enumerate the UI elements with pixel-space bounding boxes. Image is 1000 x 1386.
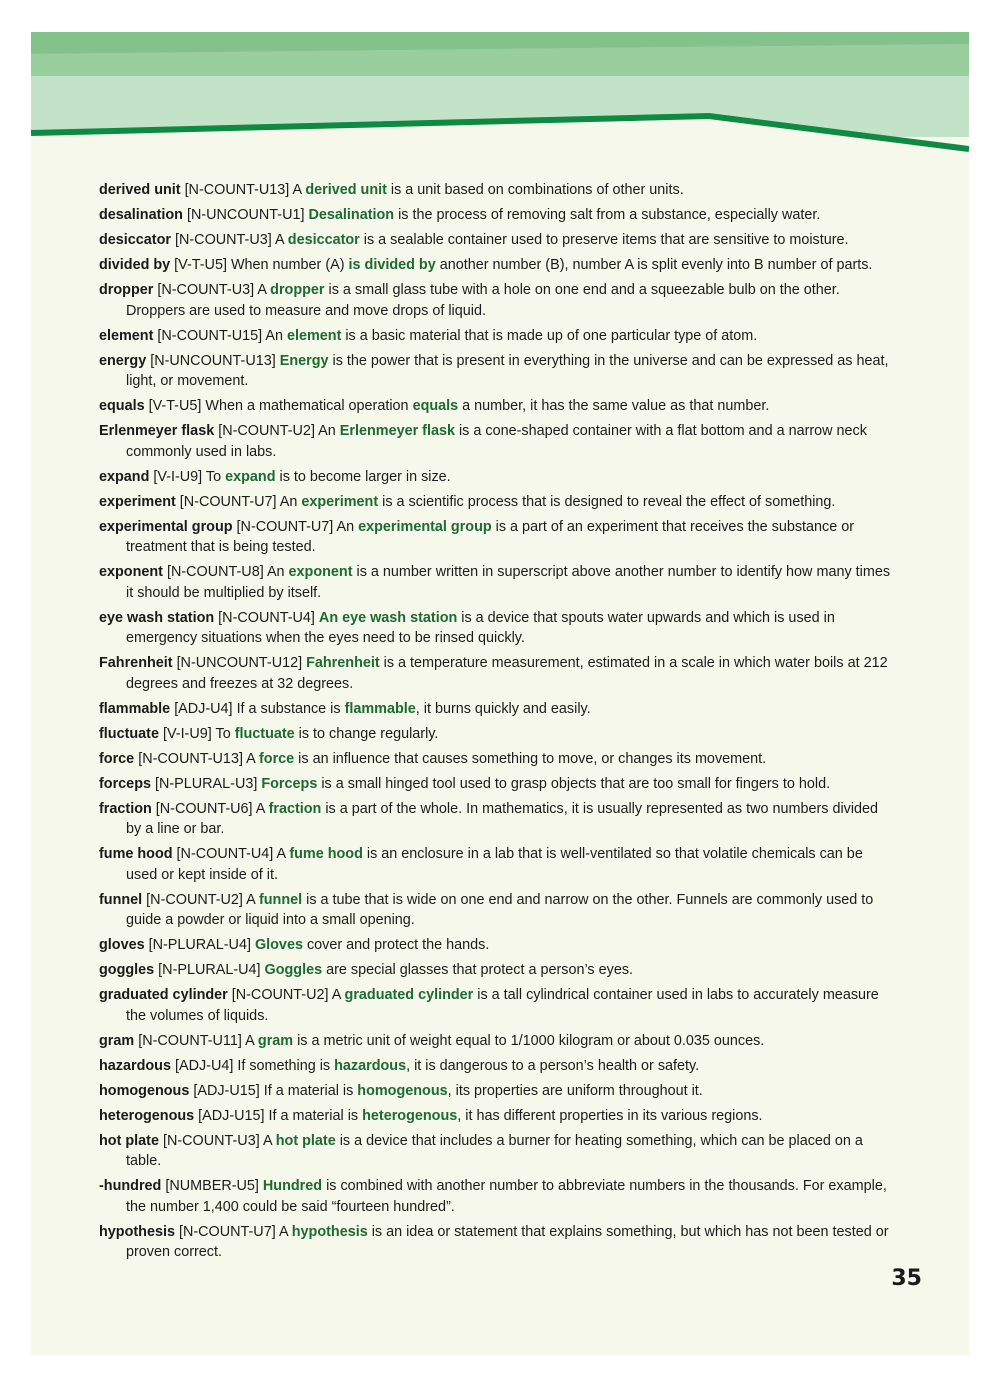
- entry-pre: A: [276, 846, 290, 862]
- entry-definition: is a device that spouts water upwards and which is used in emergency situations when the eyes need to be rinsed quickly.: [126, 609, 835, 646]
- entry-highlight: fluctuate: [234, 725, 295, 742]
- glossary-list: [99, 180, 894, 1267]
- entry-tag: [N-COUNT-U2]: [231, 987, 329, 1003]
- entry-tag: [N-PLURAL-U4]: [148, 937, 251, 953]
- entry-term: hot plate: [99, 1132, 159, 1149]
- entry-highlight: Erlenmeyer flask: [339, 423, 455, 439]
- glossary-entry: [99, 799, 894, 840]
- entry-tag: [N-COUNT-U15]: [157, 327, 263, 344]
- entry-definition: is to become larger in size.: [275, 468, 451, 485]
- entry-tag: [N-COUNT-U13]: [138, 750, 243, 767]
- entry-term: flammable: [99, 700, 171, 717]
- entry-tag: [N-UNCOUNT-U13]: [150, 352, 276, 369]
- glossary-entry: [99, 724, 894, 745]
- entry-pre: When number (A): [230, 257, 349, 273]
- glossary-entry: [99, 1176, 894, 1217]
- entry-term: gram: [99, 1032, 135, 1049]
- entry-highlight: fume hood: [289, 846, 363, 862]
- entry-tag: [ADJ-U15]: [193, 1082, 260, 1099]
- entry-highlight: experiment: [301, 493, 379, 510]
- glossary-entry: [99, 774, 894, 795]
- entry-highlight: funnel: [258, 891, 303, 908]
- entry-term: forceps: [99, 775, 151, 792]
- entry-tag: [V-T-U5]: [174, 257, 227, 273]
- entry-term: energy: [99, 352, 147, 369]
- entry-highlight: Goggles: [264, 962, 323, 978]
- entry-tag: [N-UNCOUNT-U1]: [186, 207, 305, 223]
- entry-highlight: flammable: [344, 700, 416, 717]
- entry-highlight: force: [258, 750, 295, 767]
- entry-highlight: equals: [412, 398, 459, 414]
- entry-term: equals: [99, 398, 145, 414]
- glossary-entry: [99, 467, 894, 488]
- glossary-entry: [99, 1081, 894, 1102]
- glossary-entry: [99, 255, 894, 276]
- entry-term: hypothesis: [99, 1223, 175, 1240]
- entry-pre: A: [255, 800, 269, 817]
- entry-term: dropper: [99, 282, 154, 298]
- page-number: 35: [891, 1266, 922, 1291]
- entry-term: derived unit: [99, 182, 181, 198]
- entry-highlight: An eye wash station: [318, 609, 458, 626]
- entry-tag: [N-COUNT-U8]: [166, 564, 264, 580]
- glossary-entry: [99, 1222, 894, 1263]
- entry-term: experimental group: [99, 518, 233, 535]
- entry-tag: [N-COUNT-U7]: [179, 493, 277, 510]
- entry-term: goggles: [99, 962, 155, 978]
- glossary-entry: [99, 517, 894, 558]
- glossary-entry: [99, 1031, 894, 1052]
- entry-pre: When a mathematical operation: [205, 398, 413, 414]
- entry-definition: is combined with another number to abbreviate numbers in the thousands. For example, the number 1,400 could be said “fourteen hundred”.: [126, 1178, 887, 1215]
- glossary-entry: [99, 749, 894, 770]
- entry-pre: An: [266, 564, 289, 580]
- entry-tag: [V-T-U5]: [148, 398, 202, 414]
- glossary-entry: [99, 205, 894, 226]
- entry-pre: If a material is: [268, 1107, 363, 1124]
- entry-tag: [N-COUNT-U6]: [155, 800, 253, 817]
- entry-pre: An: [265, 327, 287, 344]
- entry-highlight: gram: [257, 1032, 294, 1049]
- entry-highlight: Energy: [279, 352, 329, 369]
- entry-definition: is a sealable container used to preserve items that are sensitive to moisture.: [359, 232, 849, 248]
- entry-pre: A: [245, 1032, 258, 1049]
- entry-highlight: Gloves: [254, 937, 303, 953]
- entry-tag: [N-COUNT-U2]: [218, 423, 315, 439]
- entry-term: expand: [99, 468, 150, 485]
- glossary-entry: [99, 396, 894, 417]
- entry-tag: [N-PLURAL-U3]: [154, 775, 258, 792]
- entry-pre: If a material is: [263, 1082, 358, 1099]
- entry-tag: [ADJ-U4]: [174, 1057, 234, 1074]
- entry-pre: An: [318, 423, 340, 439]
- entry-definition: is the process of removing salt from a substance, especially water.: [394, 207, 821, 223]
- entry-definition: , its properties are uniform throughout it.: [447, 1082, 703, 1099]
- glossary-entry: [99, 699, 894, 720]
- glossary-entry: [99, 492, 894, 513]
- entry-term: heterogenous: [99, 1107, 195, 1124]
- entry-highlight: Desalination: [308, 207, 395, 223]
- entry-highlight: Forceps: [261, 775, 318, 792]
- header-banner: [31, 32, 969, 157]
- entry-tag: [NUMBER-U5]: [165, 1178, 259, 1194]
- entry-definition: cover and protect the hands.: [302, 937, 490, 953]
- entry-highlight: element: [286, 327, 342, 344]
- entry-highlight: heterogenous: [362, 1107, 458, 1124]
- entry-pre: A: [292, 182, 306, 198]
- entry-term: force: [99, 750, 135, 767]
- entry-term: -hundred: [99, 1178, 162, 1194]
- entry-definition: is an idea or statement that explains something, but which has not been tested or proven correct.: [126, 1223, 889, 1260]
- entry-pre: A: [274, 232, 288, 248]
- entry-highlight: desiccator: [287, 232, 360, 248]
- glossary-entry: [99, 421, 894, 462]
- glossary-entry: [99, 1056, 894, 1077]
- entry-definition: , it burns quickly and easily.: [415, 700, 591, 717]
- entry-definition: is a metric unit of weight equal to 1/1000 kilogram or about 0.035 ounces.: [293, 1032, 765, 1049]
- entry-term: element: [99, 327, 154, 344]
- entry-term: homogenous: [99, 1082, 190, 1099]
- glossary-entry: [99, 230, 894, 251]
- glossary-entry: [99, 960, 894, 981]
- entry-pre: A: [262, 1132, 276, 1149]
- glossary-entry: [99, 844, 894, 885]
- entry-highlight: hazardous: [334, 1057, 407, 1074]
- entry-term: Erlenmeyer flask: [99, 423, 215, 439]
- entry-highlight: Hundred: [262, 1178, 323, 1194]
- entry-term: exponent: [99, 564, 163, 580]
- glossary-entry: [99, 653, 894, 694]
- glossary-entry: [99, 351, 894, 392]
- glossary-entry: [99, 326, 894, 347]
- entry-term: hazardous: [99, 1057, 171, 1074]
- entry-highlight: homogenous: [357, 1082, 448, 1099]
- entry-tag: [N-COUNT-U7]: [236, 518, 334, 535]
- entry-tag: [N-COUNT-U3]: [175, 232, 272, 248]
- entry-tag: [N-COUNT-U3]: [157, 282, 255, 298]
- entry-pre: To: [215, 725, 235, 742]
- entry-pre: A: [331, 987, 345, 1003]
- entry-tag: [N-COUNT-U4]: [218, 609, 315, 626]
- entry-definition: is a number written in superscript above another number to identify how many times it should be multiplied by itself.: [126, 564, 891, 601]
- entry-definition: is an enclosure in a lab that is well-ventilated so that volatile chemicals can be used or kept inside of it.: [126, 846, 863, 883]
- glossary-entry: [99, 1131, 894, 1172]
- glossary-entry: [99, 890, 894, 931]
- entry-definition: are special glasses that protect a person’s eyes.: [322, 962, 634, 978]
- entry-tag: [N-COUNT-U11]: [138, 1032, 242, 1049]
- entry-definition: is a part of an experiment that receives the substance or treatment that is being tested.: [126, 518, 855, 555]
- entry-definition: , it has different properties in its various regions.: [457, 1107, 763, 1124]
- entry-term: graduated cylinder: [99, 987, 228, 1003]
- entry-term: funnel: [99, 891, 143, 908]
- entry-pre: An: [279, 493, 302, 510]
- entry-pre: A: [246, 891, 259, 908]
- entry-definition: is a part of the whole. In mathematics, it is usually represented as two numbers divided by a line or bar.: [126, 800, 879, 837]
- entry-highlight: graduated cylinder: [344, 987, 474, 1003]
- entry-highlight: exponent: [288, 564, 353, 580]
- entry-tag: [ADJ-U15]: [198, 1107, 265, 1124]
- entry-highlight: dropper: [270, 282, 325, 298]
- entry-highlight: expand: [225, 468, 276, 485]
- entry-definition: is a device that includes a burner for heating something, which can be placed on a table.: [126, 1132, 863, 1169]
- entry-tag: [N-UNCOUNT-U12]: [176, 655, 303, 671]
- entry-highlight: is divided by: [348, 257, 436, 273]
- entry-pre: A: [278, 1223, 292, 1240]
- entry-definition: is the power that is present in everything in the universe and can be expressed as heat, light, or movement.: [126, 352, 889, 389]
- entry-term: fluctuate: [99, 725, 159, 742]
- entry-definition: is a scientific process that is designed to reveal the effect of something.: [378, 493, 836, 510]
- entry-definition: is a small glass tube with a hole on one end and a squeezable bulb on the other. Droppers are used to measure and move drops of liquid.: [126, 282, 840, 319]
- entry-pre: A: [257, 282, 271, 298]
- entry-highlight: experimental group: [358, 518, 492, 535]
- entry-pre: An: [336, 518, 359, 535]
- entry-tag: [N-COUNT-U13]: [184, 182, 290, 198]
- entry-tag: [ADJ-U4]: [174, 700, 233, 717]
- glossary-entry: [99, 935, 894, 956]
- entry-tag: [V-I-U9]: [162, 725, 212, 742]
- entry-definition: another number (B), number A is split evenly into B number of parts.: [435, 257, 873, 273]
- entry-definition: is a temperature measurement, estimated in a scale in which water boils at 212 degrees and freezes at 32 degrees.: [126, 655, 888, 692]
- entry-definition: is a tall cylindrical container used in labs to accurately measure the volumes of liquids.: [126, 987, 879, 1024]
- entry-definition: is an influence that causes something to move, or changes its movement.: [294, 750, 767, 767]
- glossary-entry: [99, 180, 894, 201]
- entry-tag: [N-PLURAL-U4]: [158, 962, 261, 978]
- entry-tag: [N-COUNT-U3]: [162, 1132, 260, 1149]
- glossary-entry: [99, 608, 894, 649]
- entry-definition: is a small hinged tool used to grasp objects that are too small for fingers to hold.: [317, 775, 831, 792]
- entry-highlight: Fahrenheit: [306, 655, 380, 671]
- entry-highlight: hypothesis: [291, 1223, 368, 1240]
- entry-highlight: derived unit: [305, 182, 387, 198]
- entry-definition: is a cone-shaped container with a flat bottom and a narrow neck commonly used in labs.: [126, 423, 867, 460]
- entry-highlight: hot plate: [275, 1132, 336, 1149]
- entry-definition: is a unit based on combinations of other units.: [386, 182, 684, 198]
- entry-term: divided by: [99, 257, 171, 273]
- entry-term: Fahrenheit: [99, 655, 173, 671]
- entry-pre: If something is: [237, 1057, 335, 1074]
- entry-term: desalination: [99, 207, 183, 223]
- entry-definition: is a tube that is wide on one end and narrow on the other. Funnels are commonly used to guide a powder or liquid into a small opening.: [126, 891, 874, 928]
- glossary-entry: [99, 985, 894, 1026]
- entry-pre: If a substance is: [236, 700, 345, 717]
- entry-definition: a number, it has the same value as that number.: [458, 398, 770, 414]
- entry-term: eye wash station: [99, 609, 215, 626]
- entry-tag: [N-COUNT-U4]: [176, 846, 274, 862]
- glossary-entry: [99, 280, 894, 321]
- entry-tag: [V-I-U9]: [153, 468, 203, 485]
- entry-definition: is a basic material that is made up of one particular type of atom.: [341, 327, 758, 344]
- entry-term: desiccator: [99, 232, 171, 248]
- glossary-entry: [99, 562, 894, 603]
- entry-pre: A: [246, 750, 259, 767]
- entry-pre: To: [205, 468, 226, 485]
- entry-term: fraction: [99, 800, 152, 817]
- entry-definition: is to change regularly.: [294, 725, 439, 742]
- glossary-entry: [99, 1106, 894, 1127]
- entry-term: gloves: [99, 937, 145, 953]
- entry-tag: [N-COUNT-U7]: [178, 1223, 276, 1240]
- entry-highlight: fraction: [268, 800, 322, 817]
- entry-tag: [N-COUNT-U2]: [146, 891, 243, 908]
- entry-term: experiment: [99, 493, 176, 510]
- entry-definition: , it is dangerous to a person’s health or safety.: [406, 1057, 700, 1074]
- entry-term: fume hood: [99, 846, 173, 862]
- glossary-page: [31, 32, 969, 1355]
